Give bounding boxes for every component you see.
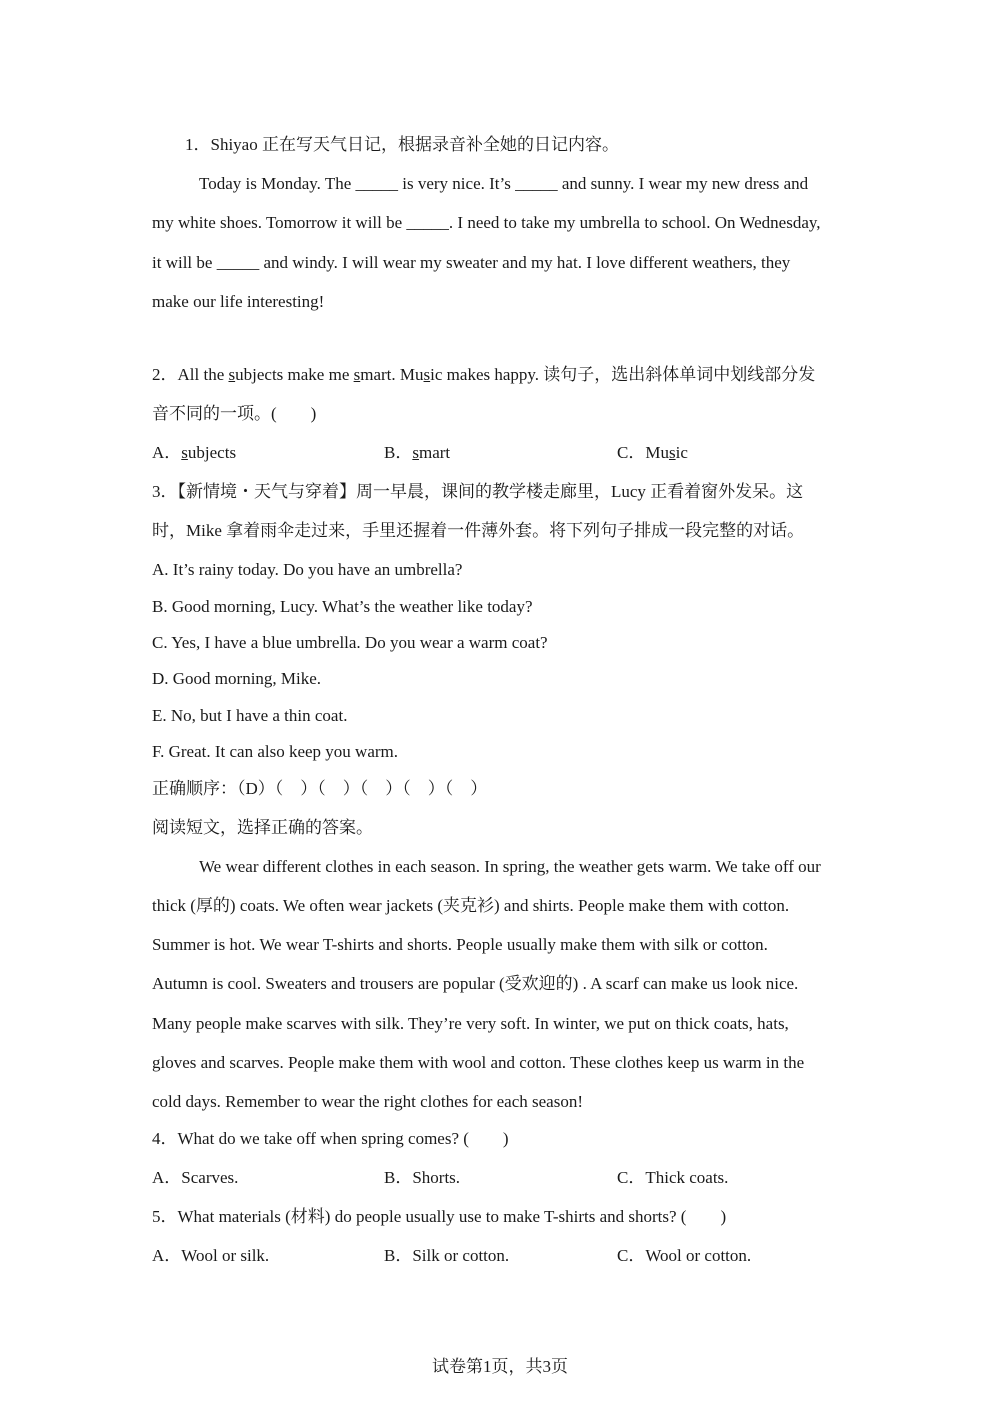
q2-option-b[interactable]	[384, 442, 450, 464]
diary-line-3: it will be _____ and windy. I will wear my sweater and my hat. I love different weathers, they	[152, 253, 791, 272]
option-label: B．	[384, 1246, 413, 1265]
dialogue-sentence-f: F. Great. It can also keep you warm.	[152, 742, 399, 761]
question-text: What do we take off when spring comes? ( )	[177, 1129, 509, 1148]
passage-line-2: thick (厚的) coats. We often wear jackets (夹克衫) and shirts. People make them with cotton.	[152, 896, 790, 915]
passage-line-4: Autumn is cool. Sweaters and trousers are popular (受欢迎的) . A scarf can make us look nice.	[152, 974, 799, 993]
option-text: Thick coats.	[645, 1168, 729, 1187]
option-label: A．	[152, 1168, 182, 1187]
option-text: Wool or cotton.	[645, 1246, 752, 1265]
passage-line-6: gloves and scarves. People make them with wool and cotton. These clothes keep us warm in the	[152, 1053, 805, 1072]
q2-option-c[interactable]	[617, 442, 688, 464]
stem-text: ubjects make me	[235, 365, 354, 384]
option-text: Shorts.	[412, 1168, 461, 1187]
question-text: What materials (材料) do people usually use to make T-shirts and shorts? ( )	[177, 1207, 727, 1226]
diary-line-4: make our life interesting!	[152, 292, 325, 311]
question-5-stem	[152, 1206, 726, 1228]
passage-line-1: We wear different clothes in each season. In spring, the weather gets warm. We take off our	[199, 857, 821, 876]
question-2-stem	[152, 364, 815, 386]
diary-line-2: my white shoes. Tomorrow it will be _____. I need to take my umbrella to school. On Wednesday,	[152, 213, 821, 232]
q5-option-a[interactable]	[152, 1245, 269, 1267]
passage-line-7: cold days. Remember to wear the right clothes for each season!	[152, 1092, 583, 1111]
question-1-title	[185, 134, 619, 156]
question-number: 5．	[152, 1207, 178, 1226]
q4-option-b[interactable]	[384, 1167, 460, 1189]
option-text: ubjects	[187, 443, 237, 462]
underlined-letter: s	[181, 443, 188, 462]
underlined-letter: s	[412, 443, 419, 462]
question-text: Shiyao 正在写天气日记，根据录音补全她的日记内容。	[210, 135, 619, 154]
option-label: B．	[384, 443, 413, 462]
diary-line-1: Today is Monday. The _____ is very nice. It’s _____ and sunny. I wear my new dress and	[199, 174, 809, 193]
reading-instruction: 阅读短文，选择正确的答案。	[152, 818, 373, 837]
underlined-letter: s	[353, 365, 361, 384]
dialogue-sentence-e: E. No, but I have a thin coat.	[152, 706, 348, 725]
passage-line-3: Summer is hot. We wear T-shirts and shorts. People usually make them with silk or cotton.	[152, 935, 768, 954]
dialogue-sentence-b: B. Good morning, Lucy. What’s the weather like today?	[152, 597, 533, 616]
question-number: 1．	[185, 135, 211, 154]
q2-option-a[interactable]	[152, 442, 236, 464]
option-label: C．	[617, 443, 646, 462]
passage-line-5: Many people make scarves with silk. They’re very soft. In winter, we put on thick coats, hats,	[152, 1014, 789, 1033]
q5-option-b[interactable]	[384, 1245, 509, 1267]
page-footer: 试卷第1页，共3页	[432, 1357, 568, 1376]
underlined-letter: s	[668, 443, 676, 462]
question-text: 【新情境・天气与穿着】周一早晨，课间的教学楼走廊里，Lucy 正看着窗外发呆。这	[177, 482, 804, 501]
stem-text: mart. Mu	[360, 365, 424, 384]
dialogue-sentence-a: A. It’s rainy today. Do you have an umbrella?	[152, 560, 463, 579]
option-label: A．	[152, 1246, 182, 1265]
question-3-title	[152, 481, 803, 503]
question-number: 3．	[152, 482, 178, 501]
question-4-stem	[152, 1128, 509, 1150]
question-number: 2．	[152, 365, 178, 384]
option-label: B．	[384, 1168, 413, 1187]
option-label: A．	[152, 443, 182, 462]
option-text: Silk or cotton.	[412, 1246, 510, 1265]
option-text: Scarves.	[181, 1168, 239, 1187]
option-label: C．	[617, 1168, 646, 1187]
question-number: 4．	[152, 1129, 178, 1148]
option-text: ic	[675, 443, 688, 462]
q4-option-c[interactable]	[617, 1167, 728, 1189]
q4-option-a[interactable]	[152, 1167, 238, 1189]
underlined-letter: s	[423, 365, 431, 384]
option-text: Mu	[645, 443, 669, 462]
option-text: mart	[418, 443, 451, 462]
dialogue-sentence-c: C. Yes, I have a blue umbrella. Do you wear a warm coat?	[152, 633, 548, 652]
q5-option-c[interactable]	[617, 1245, 751, 1267]
stem-text: All the	[177, 365, 229, 384]
stem-text: ic makes happy. 读句子，选出斜体单词中划线部分发	[430, 365, 816, 384]
dialogue-sentence-d: D. Good morning, Mike.	[152, 669, 322, 688]
underlined-letter: s	[228, 365, 236, 384]
option-label: C．	[617, 1246, 646, 1265]
question-3-title-line-2: 时，Mike 拿着雨伞走过来，手里还握着一件薄外套。将下列句子排成一段完整的对话。	[152, 521, 805, 540]
option-text: Wool or silk.	[181, 1246, 270, 1265]
answer-order-blanks[interactable]: 正确顺序：（D）（ ）（ ）（ ）（ ）（ ）	[152, 779, 488, 798]
question-2-stem-line-2: 音不同的一项。( )	[152, 404, 317, 423]
